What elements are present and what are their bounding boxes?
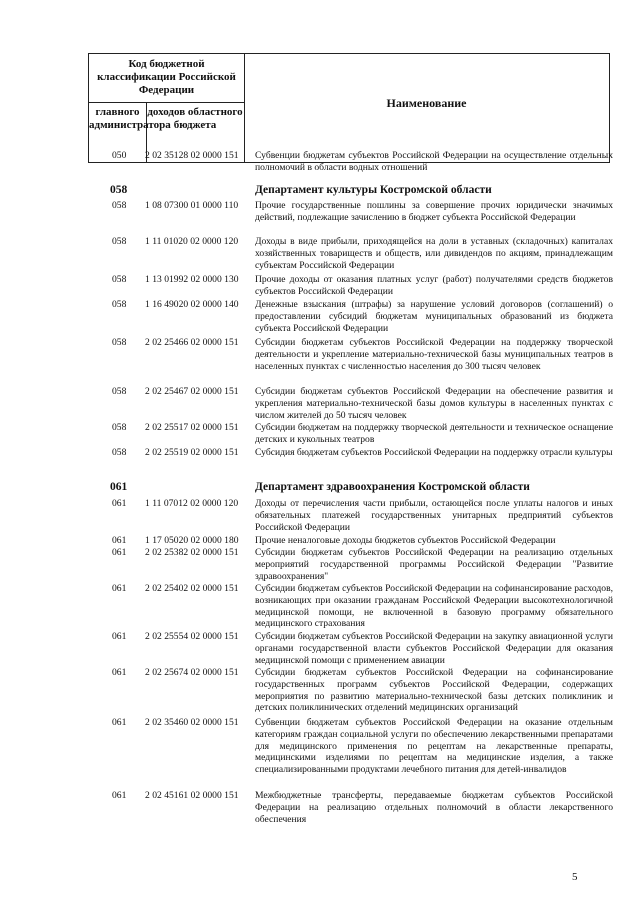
- income-name: Субсидии бюджетам субъектов Российской Федерации на софинансирование государственных программ субъектов Российской Федерации, содержащих мероприятия по развитию материально-технической базы детских поликлиник и детских поликлинических отделений медицинских организаций: [255, 667, 613, 714]
- admin-code: 058: [112, 299, 127, 310]
- income-code: 2 02 25674 02 0000 151: [145, 667, 239, 678]
- department-name: Департамент здравоохранения Костромской области: [255, 481, 530, 493]
- income-name: Доходы от перечисления части прибыли, остающейся после уплаты налогов и иных обязательных платежей государственных унитарных предприятий субъектов Российской Федерации: [255, 498, 613, 533]
- admin-code: 058: [112, 236, 127, 247]
- income-code: 1 11 01020 02 0000 120: [145, 236, 239, 247]
- admin-code: 058: [112, 200, 127, 211]
- income-code: 1 13 01992 02 0000 130: [145, 274, 239, 285]
- income-name: Субсидии бюджетам субъектов Российской Федерации на софинансирование расходов, возникающих при оказании гражданам Российской Федерации высокотехнологичной медицинской помощи, не включенной в базовую программу обязательного медицинского страхования: [255, 583, 613, 630]
- income-name: Субвенции бюджетам субъектов Российской Федерации на осуществление отдельных полномочий в области водных отношений: [255, 150, 613, 173]
- admin-code: 061: [112, 667, 127, 678]
- code-classification-header: Код бюджетной классификации Российской Федерации: [97, 58, 236, 96]
- income-code-header: доходов областного бюджета: [147, 106, 243, 131]
- income-code: 1 17 05020 02 0000 180: [145, 535, 239, 546]
- income-code: 2 02 45161 02 0000 151: [145, 790, 239, 801]
- admin-code: 058: [110, 184, 128, 196]
- income-code: 2 02 25554 02 0000 151: [145, 631, 239, 642]
- name-header: Наименование: [386, 96, 467, 110]
- table-header: [88, 53, 610, 163]
- admin-code: 061: [112, 547, 127, 558]
- income-code: 2 02 25467 02 0000 151: [145, 386, 239, 397]
- income-code: 2 02 35460 02 0000 151: [145, 717, 239, 728]
- income-name: Доходы в виде прибыли, приходящейся на доли в уставных (складочных) капиталах хозяйственных товариществ и обществ, или дивидендов по акциям, принадлежащим субъектам Российской Федерации: [255, 236, 613, 271]
- income-code: 2 02 25517 02 0000 151: [145, 422, 239, 433]
- income-name: Субсидии бюджетам субъектов Российской Федерации на обеспечение развития и укрепления материально-технической базы домов культуры в населенных пунктах с числом жителей до 50 тысяч человек: [255, 386, 613, 421]
- admin-code: 061: [112, 717, 127, 728]
- income-name: Прочие неналоговые доходы бюджетов субъектов Российской Федерации: [255, 535, 556, 546]
- income-code: 2 02 25519 02 0000 151: [145, 447, 239, 458]
- income-code: 1 11 07012 02 0000 120: [145, 498, 239, 509]
- admin-code: 058: [112, 337, 127, 348]
- admin-code: 061: [112, 498, 127, 509]
- admin-code: 061: [112, 535, 127, 546]
- page-number: 5: [572, 871, 578, 883]
- income-name: Субсидии бюджетам субъектов Российской Федерации на поддержку творческой деятельности и укрепление материально-технической базы муниципальных театров в населенных пунктах с численностью населения до 300 тысяч человек: [255, 337, 613, 372]
- income-name: Прочие государственные пошлины за совершение прочих юридически значимых действий, подлежащие зачислению в бюджет субъекта Российской Федерации: [255, 200, 613, 223]
- income-code: 1 08 07300 01 0000 110: [145, 200, 239, 211]
- admin-code: 061: [112, 790, 127, 801]
- admin-code: 061: [110, 481, 128, 493]
- admin-code: 050: [112, 150, 127, 161]
- income-code: 2 02 25382 02 0000 151: [145, 547, 239, 558]
- department-name: Департамент культуры Костромской области: [255, 184, 492, 196]
- income-name: Субсидии бюджетам субъектов Российской Федерации на реализацию отдельных мероприятий государственной программы Российской Федерации "Развитие здравоохранения": [255, 547, 613, 582]
- income-name: Субсидии бюджетам субъектов Российской Федерации на закупку авиационной услуги органами государственной власти субъектов Российской Федерации для оказания медицинской помощи с применением авиации: [255, 631, 613, 666]
- income-code: 2 02 35128 02 0000 151: [145, 150, 239, 161]
- header-divider: [89, 102, 244, 103]
- income-name: Субсидия бюджетам субъектов Российской Федерации на поддержку отрасли культуры: [255, 447, 613, 458]
- admin-code: 058: [112, 422, 127, 433]
- income-name: Межбюджетные трансферты, передаваемые бюджетам субъектов Российской Федерации на реализацию отдельных полномочий в области лекарственного обеспечения: [255, 790, 613, 825]
- income-name: Субсидии бюджетам на поддержку творческой деятельности и техническое оснащение детских и кукольных театров: [255, 422, 613, 445]
- admin-code: 058: [112, 386, 127, 397]
- income-name: Денежные взыскания (штрафы) за нарушение условий договоров (соглашений) о предоставлении субсидий бюджетам муниципальных образований из бюджета субъекта Российской Федерации: [255, 299, 613, 334]
- admin-code: 058: [112, 447, 127, 458]
- income-name: Прочие доходы от оказания платных услуг (работ) получателями средств бюджетов субъектов Российской Федерации: [255, 274, 613, 297]
- chief-admin-header: главного администратора: [89, 106, 171, 131]
- admin-code: 061: [112, 583, 127, 594]
- admin-code: 061: [112, 631, 127, 642]
- admin-code: 058: [112, 274, 127, 285]
- income-code: 1 16 49020 02 0000 140: [145, 299, 239, 310]
- income-code: 2 02 25402 02 0000 151: [145, 583, 239, 594]
- income-name: Субвенции бюджетам субъектов Российской Федерации на оказание отдельным категориям граждан социальной услуги по обеспечению лекарственными препаратами для медицинского применения по рецептам на лекарственные препараты, медицинскими изделиями по рецептам на медицинские изделия, а также специализированными продуктами лечебного питания для детей-инвалидов: [255, 717, 613, 776]
- income-code: 2 02 25466 02 0000 151: [145, 337, 239, 348]
